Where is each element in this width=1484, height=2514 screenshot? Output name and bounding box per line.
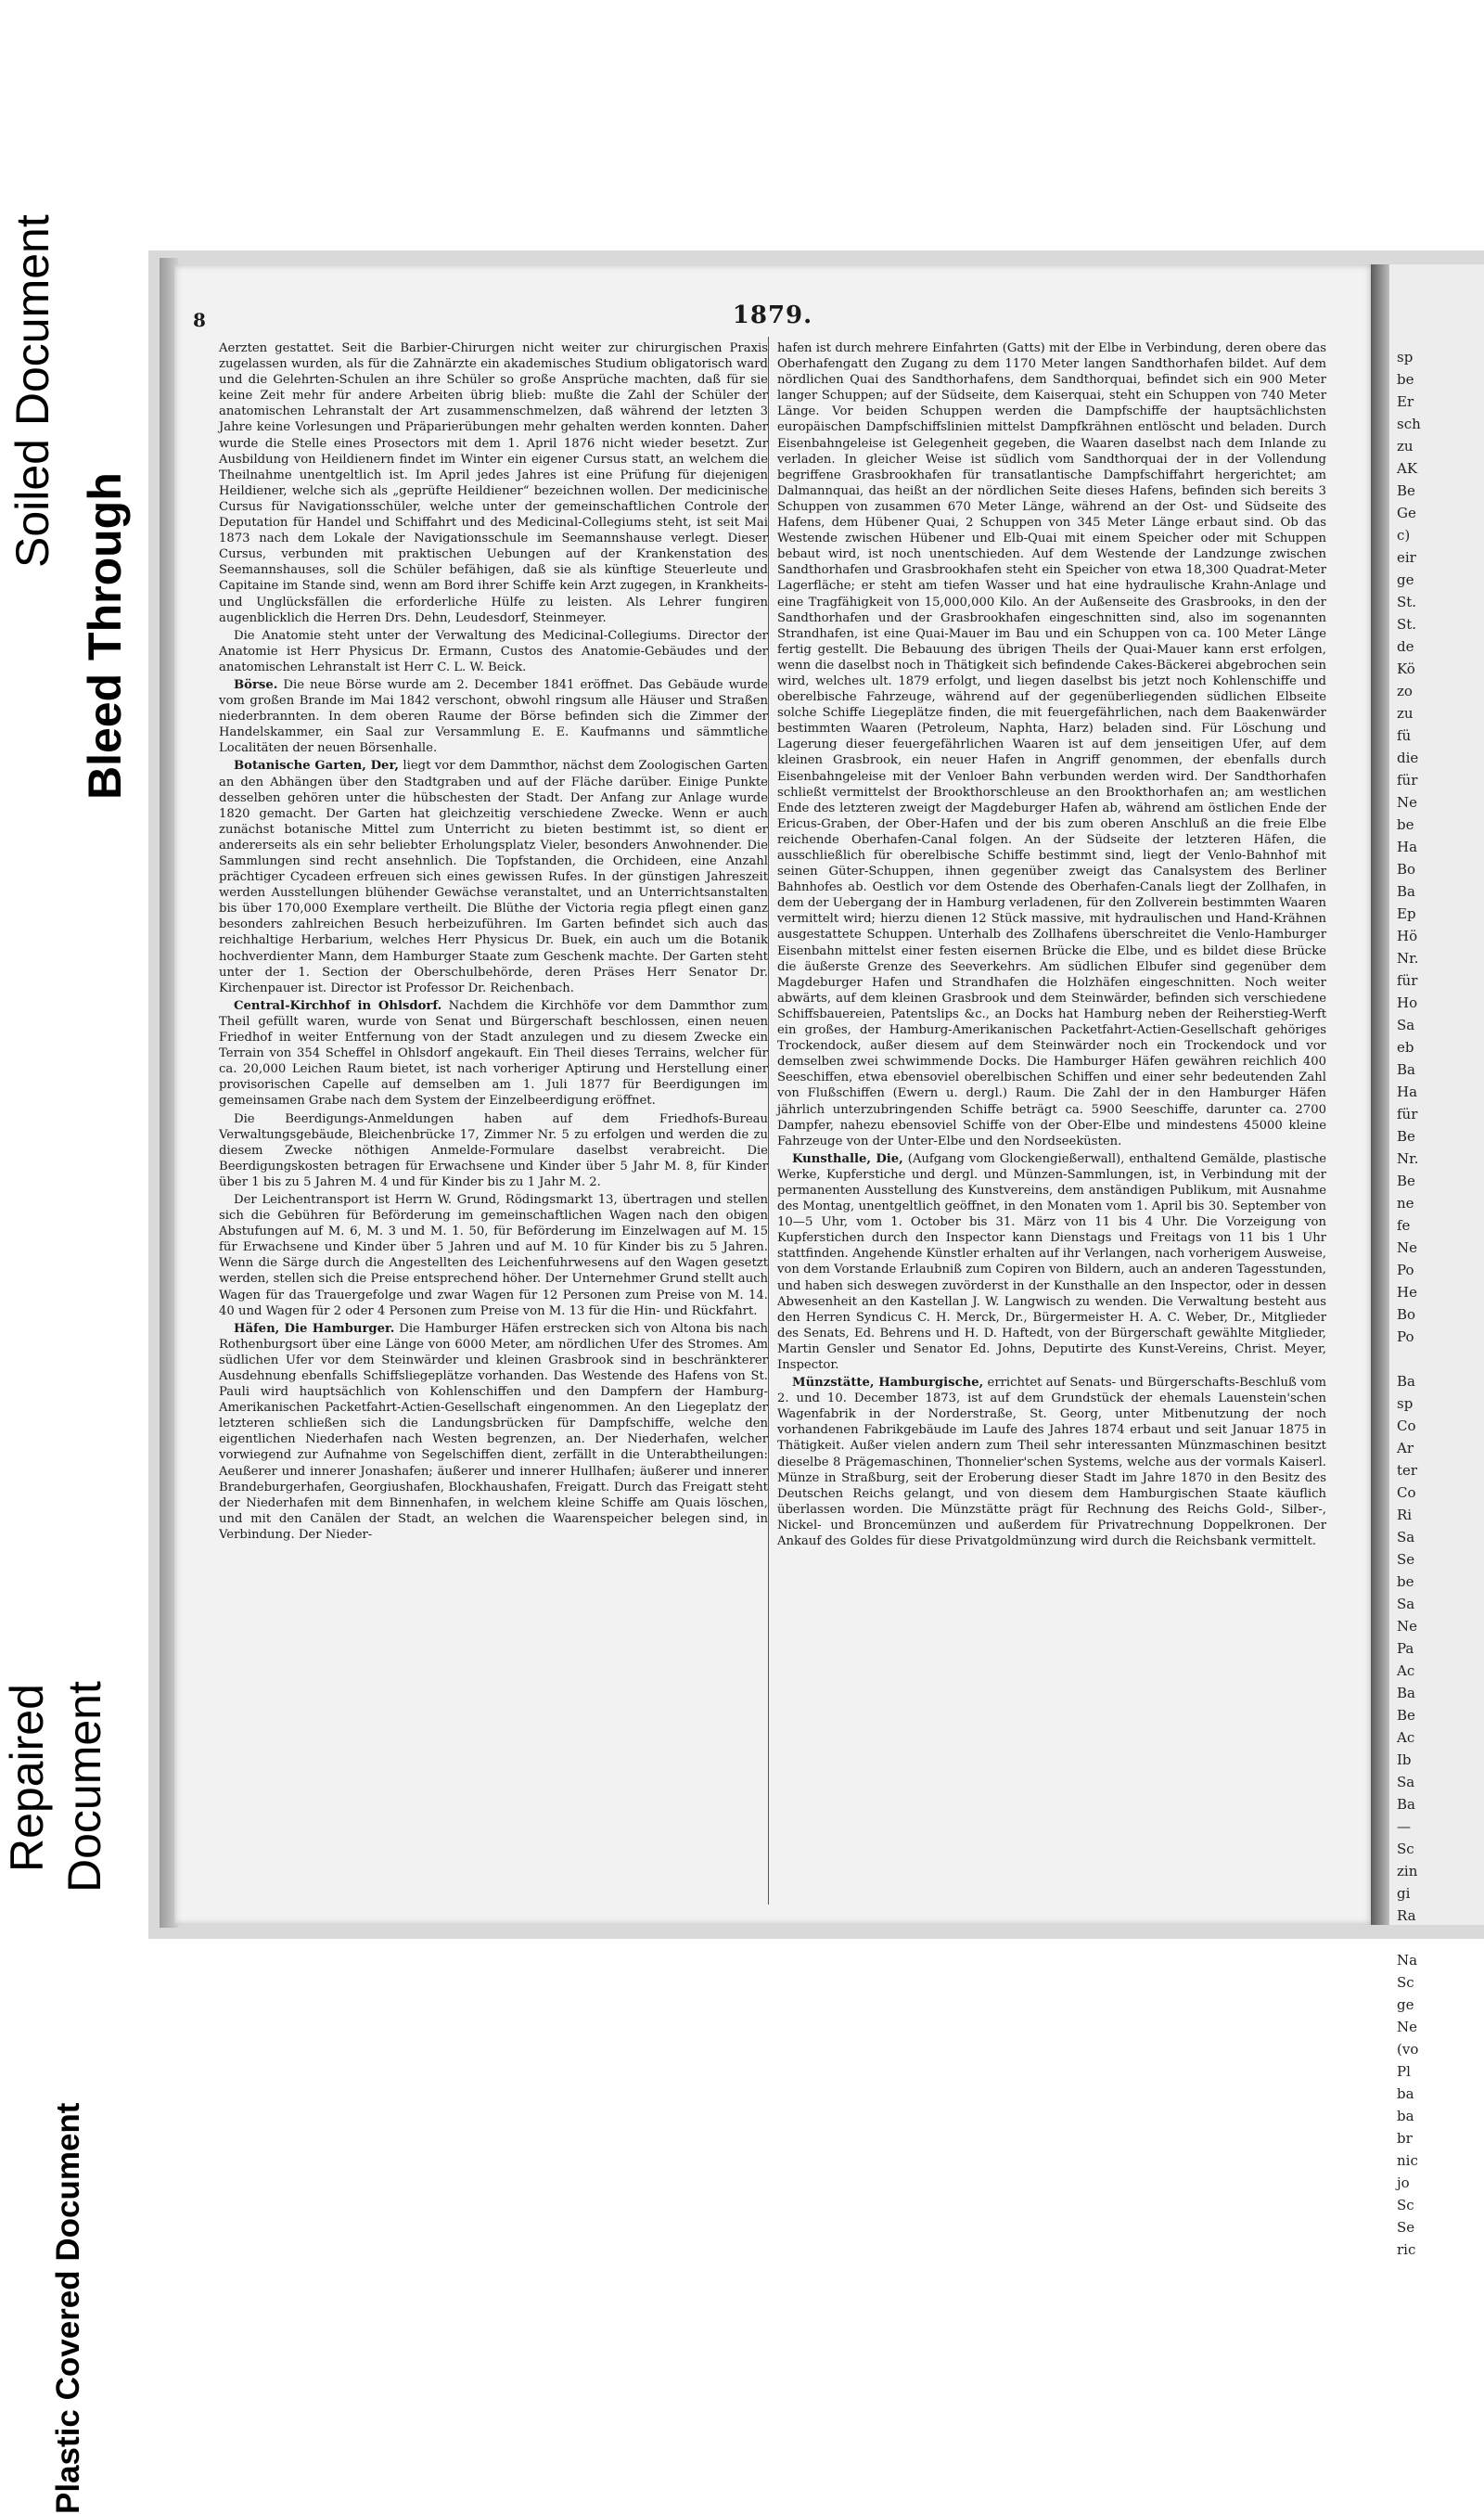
adjacent-page-line: Co [1397,1417,1416,1434]
entry-heading: Häfen, Die Hamburger. [234,1321,395,1336]
entry-body: Nachdem die Kirchhöfe vor dem Dammthor zum Theil gefüllt waren, wurde von Senat und Bürgerschaft beschlossen, einen neuen Friedhof in weiter Entfernung von der Stadt anzulegen und zu diesem Zwecke ein Terrain von 354 Scheffel in Ohlsdorf angekauft. Ein Theil dieses Terrains, welcher für ca. 20,000 Leichen Raum bietet, ist nach vorheriger Aptirung und Herstellung einer provisorischen Capelle auf demselben am 1. Juli 1877 für Beerdigungen im gemeinsamen Grabe nach dem System der Einzelbeerdigung eröffnet. [219,998,768,1109]
label-bleed-through [0,0,148,800]
adjacent-page-line: nic [1397,2152,1418,2169]
document-page [174,264,1371,1925]
text-paragraph [219,628,768,675]
adjacent-page-line: Sa [1397,1596,1415,1612]
adjacent-page-line: be [1397,371,1414,388]
adjacent-page-line: Nr. [1397,950,1419,967]
adjacent-page-line: Sa [1397,1774,1415,1790]
adjacent-page-line: Na [1397,1952,1418,1969]
adjacent-page-line: die [1397,750,1419,766]
adjacent-page-line: Nr. [1397,1150,1419,1167]
adjacent-page-line: ric [1397,2241,1416,2258]
adjacent-page-line: ba [1397,2108,1414,2124]
entry-heading: Kunsthalle, Die, [792,1151,903,1166]
adjacent-page-line: Ne [1397,1618,1418,1635]
adjacent-page-line: Sa [1397,1017,1415,1033]
entry-heading: Botanische Garten, Der, [234,759,400,774]
adjacent-page-line: Ha [1397,1084,1418,1100]
entry-heading: Börse. [234,677,278,692]
column-divider [768,337,769,1905]
adjacent-page-line: Po [1397,1262,1414,1278]
text-paragraph [219,1111,768,1190]
page-header-year: 1879. [732,301,813,329]
adjacent-page-line: Bo [1397,1306,1416,1323]
entry-body: hafen ist durch mehrere Einfahrten (Gatts) mit der Elbe in Verbindung, deren obere das Oberhafengatt den Zugang zu dem 1170 Meter langen Sandthorhafen bildet. Auf dem nördlichen Quai des Sandthorhafens, dem Sandthorquai, befindet sich ein 900 Meter langer Schuppen; auf der Südseite, dem Kaiserquai, steht ein Schuppen von 740 Meter Länge. Vor beiden Schuppen werden die Dampfschiffe der hauptsächlichsten europäischen Dampfschiffslinien mittelst Dampfkrähnen entlöscht und beladen. Durch Eisenbahngeleise ist Gelegenheit gegeben, die Waaren daselbst nach dem Inlande zu verladen. In gleicher Weise ist südlich vom Sandthorquai der in der Vollendung begriffene Grasbrookhafen für transatlantische Dampfschiffahrt hergerichtet; am Dalmannquai, das heißt an der nördlichen Seite dieses Hafens, befinden sich bereits 3 Schuppen von zusammen 670 Meter Länge, während an der Ost- und Südseite des Hafens, dem Hübener Quai, 2 Schuppen von 345 Meter Länge erbaut sind. Ob das Westende zwischen Hübener und Elb-Quai mit einem Speicher oder mit Schuppen bebaut wird, ist noch unentschieden. Auf dem Westende der Landzunge zwischen Sandthorhafen und Grasbrookhafen steht ein Speicher von etwa 18,300 Quadrat-Meter Lagerfläche; er steht am tiefen Wasser und hat eine hydraulische Krahn-Anlage und eine Tragfähigkeit von 15,000,000 Kilo. An der Außenseite des Grasbrooks, in den der Sandthorhafen und der Grasbrookhafen eingeschnitten sind, also im sogenannten Strandhafen, ist eine Quai-Mauer im Bau und ein Schuppen von ca. 100 Meter Länge fertig gestellt. Die Bebauung des übrigen Theils der Quai-Mauer kann erst erfolgen, wenn die daselbst noch in Thätigkeit sich befindende Cakes-Bäckerei abgebrochen sein wird, welches ult. 1879 erfolgt, und liegen daselbst bis jetzt noch Kohlenschiffe und oberelbische Fahrzeuge, während auf der gegenüberliegenden südlichen Elbseite solche Schiffe Liegeplätze finden, die mit feuergefährlichen, nach dem Baakenwärder bestimmten Waaren (Petroleum, Naphta, Harz) beladen sind. Für Löschung und Lagerung dieser feuergefährlichen Waaren ist auf dem jenseitigen Ufer, auf dem kleinen Grasbrook, ein neuer Hafen in Angriff genommen, der ebenfalls durch Eisenbahngeleise mit der Venloer Bahn verbunden werden wird. Der Sandthorhafen schließt vermittelst der Brookthorschleuse an den Brookthorhafen an; am westlichen Ende des letzteren zweigt der Magdeburger Hafen ab, während am östlichen Ende der Ericus-Graben, der Ober-Hafen und der bis zum oberen Anschluß an die freie Elbe reichende Oberhafen-Canal folgen. An der Südseite der letzteren Häfen, die ausschließlich für oberelbische Schiffe bestimmt sind, liegt der Venlo-Bahnhof mit seinen Güter-Schuppen, ihnen gegenüber zweigt das Canalsystem des Berliner Bahnhofes ab. Oestlich vor dem Ostende des Oberhafen-Canals liegt der Zollhafen, in dem der Uebergang der in Hamburg verladenen, für den Zollverein bestimmten Waaren vermittelt wird; hierzu dienen 12 Stück massive, mit hydraulischen und Hand-Krähnen ausgestattete Schuppen. Unterhalb des Zollhafens überschreitet die Venlo-Hamburger Eisenbahn mittelst einer festen eisernen Brücke die Elbe, und es bildet diese Brücke die äußerste Grenze des Seeverkehrs. Am südlichen Elbufer sind gegenüber dem Magdeburger Hafen und Strandhafen die Holzhäfen eingeschnitten. Noch weiter abwärts, auf dem kleinen Grasbrook und dem Steinwärder, befinden sich verschiedene Schiffsbauereien, Patentslips &c., an Docks hat Hamburg neben der Reiherstieg-Werft ein großes, der Hamburg-Amerikanischen Packetfahrt-Actien-Gesellschaft gehöriges Trockendock, außer diesem auf dem Steinwärder noch ein Trockendock und vor demselben zwei schwimmende Docks. Die Hamburger Häfen gewähren reichlich 400 Seeschiffen, etwa ebensoviel oberelbischen Schiffen und einer sehr bedeutenden Zahl von Flußschiffen (Ewern u. dergl.) Raum. Die Zahl der in den Hamburger Häfen jährlich unterzubringenden Schiffe beträgt ca. 5900 Seeschiffe, darunter ca. 2700 Dampfer, nahezu ebensoviel Schiffe von der Ober-Elbe und mindestens 45000 kleine Fahrzeuge von der Unter-Elbe und den Nordseeküsten. [777,341,1326,1148]
adjacent-page-line: sch [1397,416,1421,432]
adjacent-page-line: Sc [1397,2197,1414,2213]
label-plastic-covered-document-text: Plastic Covered Document [50,2102,86,2514]
right-column [777,340,1326,1549]
entry-heading: Münzstätte, Hamburgische, [792,1376,984,1391]
adjacent-page-line: Ep [1397,905,1416,922]
text-paragraph [777,1151,1326,1373]
entry-body: Die Anatomie steht unter der Verwaltung des Medicinal-Collegiums. Director der Anatomie ist Herr Physicus Dr. Ermann, Custos des Anatomie-Gebäudes und der anatomischen Lehranstalt ist Herr C. L. W. Beick. [219,628,768,674]
entry-body: Die Hamburger Häfen erstrecken sich von Altona bis nach Rothenburgsort über eine Länge von 6000 Meter, am nördlichen Ufer des Stromes. Am südlichen Ufer vor dem Steinwärder und kleinen Grasbrook sind in beschränkterer Ausdehnung ebenfalls Schiffsliegeplätze vorhanden. Das Westende des Hafens von St. Pauli wird hauptsächlich von Kohlenschiffen und den Dampfern der Hamburg-Amerikanischen Packetfahrt-Actien-Gesellschaft eingenommen. An den Liegeplatz der letzteren schließen sich die Landungsbrücken für Dampfschiffe, welche den eigentlichen Niederhafen nach Westen begrenzen, an. Der Niederhafen, welcher vorwiegend zur Aufnahme von Segelschiffen dient, zerfällt in die Unterabtheilungen: Aeußerer und innerer Jonashafen; äußerer und innerer Hullhafen; äußerer und innerer Brandeburgerhafen, Georgiushafen, Blockhaushafen, Freigatt. Durch das Freigatt steht der Niederhafen mit dem Binnenhafen, in welchem kleine Schiffe am Quais löschen, und mit den Canälen der Stadt, an welchen die Waarenspeicher belegen sind, in Verbindung. Der Nieder- [219,1321,769,1542]
entry-body: Der Leichentransport ist Herrn W. Grund, Rödingsmarkt 13, übertragen und stellen sich die Gebühren für Beförderung im gemeinschaftlichen Wagen nach den obigen Abstufungen auf M. 6, M. 3 und M. 1. 50, für Beförderung im Einzelwagen auf M. 15 für Erwachsene und Kinder über 5 Jahren und auf M. 10 für Kinder bis zu 5 Jahren. Wenn die Särge durch die Angestellten des Leichenfuhrwesens auf den Wagen gesetzt werden, stellen sich die Preise entsprechend höher. Der Unternehmer Grund stellt auch Wagen für das Trauergefolge und zwar Wagen für 12 Personen zum Preise von M. 14. 40 und Wagen für 2 oder 4 Personen zum Preise von M. 13 für die Hin- und Rückfahrt. [219,1192,768,1318]
adjacent-page-line: sp [1397,349,1414,366]
adjacent-page-line: für [1397,1106,1418,1122]
adjacent-page-fragment [1389,264,1484,2258]
entry-body: errichtet auf Senats- und Bürgerschafts-Beschluß vom 2. und 10. December 1873, ist auf dem Grundstück der ehemals Lauenstein'schen Wagenfabrik in der Norderstraße, St. Georg, unter Mitbenutzung der noch vorhandenen Fabrikgebäude im Laufe des Jahres 1874 erbaut und seit Januar 1875 in Thätigkeit. Außer vielen andern zum Theil sehr interessanten Münzmaschinen besitzt dieselbe 8 Prägemaschinen, Thonnelier'schen Systems, welche aus der vormals Kaiserl. Münze in Straßburg, seit der Eroberung dieser Stadt im Jahre 1870 in den Besitz des Deutschen Reichs gelangt, und von diesem dem Hamburgischen Staate käuflich überlassen worden. Die Münzstätte prägt für Rechnung des Reichs Gold-, Silber-, Nickel- und Broncemünzen und außerdem für Privatrechnung Doppelkronen. Der Ankauf des Goldes für diese Privatgoldmünzung wird durch die Reichsbank vermittelt. [777,1376,1326,1549]
adjacent-page-line: Co [1397,1484,1416,1501]
adjacent-page-line: He [1397,1284,1417,1301]
adjacent-page-line: Be [1397,1707,1415,1724]
adjacent-page-line [1389,1927,1484,1949]
entry-body: Die Beerdigungs-Anmeldungen haben auf dem Friedhofs-Bureau Verwaltungsgebäude, Bleichenbrücke 17, Zimmer Nr. 5 zu erfolgen und werden die zu diesem Zwecke nöthigen Anmelde-Formulare daselbst verabreicht. Die Beerdigungskosten betragen für Erwachsene und Kinder über 5 Jahr M. 8, für Kinder über 1 bis zu 5 Jahren M. 4 und für Kinder bis zu 1 Jahr M. 2. [219,1111,768,1189]
label-bleed-through-text: Bleed Through [79,472,131,800]
adjacent-page-line: be [1397,816,1414,833]
adjacent-page-line: Pl [1397,2063,1411,2080]
adjacent-page-line: Er [1397,393,1414,410]
adjacent-page-line: fü [1397,727,1412,744]
adjacent-page-line: Be [1397,482,1415,499]
adjacent-page-line: gi [1397,1885,1411,1902]
adjacent-page-line: Ne [1397,2019,1418,2035]
entry-body: Aerzten gestattet. Seit die Barbier-Chirurgen nicht weiter zur chirurgischen Praxis zugelassen wurden, als für die Zahnärzte ein akademisches Studium obligatorisch ward und die Gelehrten-Schulen an ihre Schüler so große Ansprüche machten, daß für sie keine Zeit mehr für andere Arbeiten übrig blieb: mußte die Zahl der Schüler der anatomischen Lehranstalt der Art zusammenschmelzen, daß während der letzten 3 Jahre keine Vorlesungen und Präparierübungen mehr gehalten werden konnten. Daher wurde die Stelle eines Prosectors mit dem 1. April 1876 nicht wieder besetzt. Zur Ausbildung von Heildienern findet im Winter ein eigener Cursus statt, an welchem die Theilnahme unentgeltlich ist. Im April jedes Jahres ist eine Prüfung für diejenigen Heildiener, welche sich als „geprüfte Heildiener“ bezeichnen wollen. Der medicinische Cursus für Navigationsschüler, welche unter der gemeinschaftlichen Controle der Deputation für Handel und Schiffahrt und des Medicinal-Collegiums steht, ist seit Mai 1873 nach dem Lokale der Navigationsschule im Seemannshause verlegt. Dieser Cursus, verbunden mit praktischen Uebungen auf der Krankenstation des Seemannshauses, soll die Schüler befähigen, daß sie als künftige Steuerleute und Capitaine im Stande sind, wenn am Bord ihrer Schiffe kein Arzt zugegen, in Krankheits- und Unglücksfällen die erforderliche Hülfe zu leisten. Als Lehrer fungiren augenblicklich die Herren Drs. Dehn, Leudesdorf, Steinmeyer. [219,341,768,625]
label-soiled-document-text: Soiled Document [6,214,58,568]
entry-body: (Aufgang vom Glockengießerwall), enthaltend Gemälde, plastische Werke, Kupferstiche und dergl. und Münzen-Sammlungen, ist, in Verbindung mit der permanenten Ausstellung des Kunstvereins, dem anständigen Publikum, mit Ausnahme des Montag, unentgeltlich geöffnet, in den Monaten vom 1. April bis 30. September von 10—5 Uhr, vom 1. October bis 31. März von 11 bis 4 Uhr. Die Vorzeigung von Kupferstichen durch den Inspector kann Dienstags und Freitags von 11 bis 1 Uhr stattfinden. Angehende Künstler erhalten auf ihr Verlangen, nach vorherigem Ausweise, von dem Vorstande Erlaubniß zum Copiren von Bildern, auch an anderen Tagesstunden, und haben sich deswegen zuvörderst in der Kunsthalle an den Inspector, oder in dessen Abwesenheit an den Kastellan J. W. Langwisch zu wenden. Die Verwaltung besteht aus den Herren Syndicus C. H. Merck, Dr., Bürgermeister H. A. C. Weber, Dr., Mitglieder des Senats, Ed. Behrens und H. D. Haftedt, von der Bürgerschaft gewählte Mitglieder, Martin Gensler und Senator Ed. Johns, Deputirte des Kunst-Vereins, Christ. Meyer, Inspector. [777,1151,1327,1372]
adjacent-page-line: — [1397,1818,1411,1835]
text-paragraph [777,340,1326,1149]
adjacent-page-line: ter [1397,1462,1418,1479]
adjacent-page-line: Ba [1397,1061,1415,1078]
adjacent-page-line: Ge [1397,505,1416,521]
adjacent-page-line: für [1397,972,1418,989]
adjacent-page-line: ba [1397,2085,1414,2102]
text-paragraph [219,758,768,995]
adjacent-page-line: Ba [1397,1796,1415,1813]
adjacent-page-line: Be [1397,1173,1415,1189]
label-repaired-text: Repaired [1,1684,53,1872]
adjacent-page-line: eb [1397,1039,1414,1056]
adjacent-page-line: Se [1397,1551,1415,1568]
adjacent-page-line: Ib [1397,1751,1412,1768]
adjacent-page-line: Ri [1397,1507,1413,1523]
adjacent-page-line: Se [1397,2219,1415,2236]
adjacent-page-line: Ac [1397,1729,1415,1746]
adjacent-page-line: Ar [1397,1440,1414,1456]
adjacent-page-line: sp [1397,1395,1414,1412]
adjacent-page-line: ne [1397,1195,1414,1212]
adjacent-page-line: Hö [1397,928,1418,944]
adjacent-page-line: (vo [1397,2041,1419,2058]
adjacent-page-line: Ra [1397,1907,1416,1924]
adjacent-page-line: Be [1397,1128,1415,1145]
text-paragraph [219,998,768,1109]
adjacent-page-line: für [1397,772,1418,789]
entry-heading: Central-Kirchhof in Ohlsdorf. [234,998,442,1013]
adjacent-page-line: Po [1397,1328,1414,1345]
adjacent-page-line: St. [1397,594,1417,610]
label-document-text: Document [58,1681,110,1892]
adjacent-page-line: Sc [1397,1841,1414,1857]
text-paragraph [219,340,768,626]
adjacent-page-line: ge [1397,1996,1414,2013]
text-paragraph [777,1375,1326,1549]
adjacent-page-line: Ba [1397,1373,1415,1390]
adjacent-page-line: Ne [1397,794,1418,811]
adjacent-page-line: Pa [1397,1640,1414,1657]
text-paragraph [219,1321,768,1543]
adjacent-page-line: AK [1397,460,1418,477]
adjacent-page-line: Ho [1397,994,1418,1011]
adjacent-page-line: Sa [1397,1529,1415,1546]
page-number: 8 [193,309,206,331]
adjacent-page-line: Sc [1397,1974,1414,1991]
adjacent-page-line: fe [1397,1217,1411,1234]
adjacent-page-line [1389,1348,1484,1370]
adjacent-page-line: zu [1397,438,1414,455]
adjacent-page-line: Bo [1397,861,1416,878]
adjacent-page-line: St. [1397,616,1417,633]
adjacent-page-line: Kö [1397,661,1415,677]
entry-body: Die neue Börse wurde am 2. December 1841 eröffnet. Das Gebäude wurde vom großen Brande im Mai 1842 verschont, obwohl ringsum alle Häuser und Straßen niederbrannten. In dem oberen Raume der Börse befinden sich die Zimmer der Handelskammer, ein Saal zur Versammlung E. E. Kaufmanns und sämmtliche Localitäten der neuen Börsenhalle. [219,677,768,756]
adjacent-page-line: br [1397,2130,1413,2147]
adjacent-page-line: c) [1397,527,1411,544]
adjacent-page-line: zin [1397,1863,1418,1879]
book-gutter [1371,264,1389,1925]
adjacent-page-line: zo [1397,683,1413,699]
adjacent-page-line: de [1397,638,1414,655]
adjacent-page-line: be [1397,1573,1414,1590]
adjacent-page-line: ge [1397,571,1414,588]
text-paragraph [219,677,768,756]
adjacent-page-line: Ac [1397,1662,1415,1679]
adjacent-page-line: eir [1397,549,1416,566]
adjacent-page-line: Ne [1397,1239,1418,1256]
adjacent-page-line: Ba [1397,883,1415,900]
adjacent-page-line: Ba [1397,1685,1415,1701]
entry-body: liegt vor dem Dammthor, nächst dem Zoologischen Garten an den Abhängen über den Stadtgraben und auf der Fläche darüber. Einige Punkte desselben gehören unter die hübschesten der Stadt. Der Anfang zur Anlage wurde 1820 gemacht. Der Garten hat gleichzeitig verschiedene Zwecke. Wenn er auch zunächst botanische Mittel zum Unterricht zu bieten bestimmt ist, so dient er andererseits als ein sehr beliebter Erholungsplatz Vieler, besonders Anwohnender. Die Sammlungen sind recht ansehnlich. Die Topfstanden, die Orchideen, eine Anzahl prächtiger Cycadeen erfreuen sich eines gewissen Rufes. In der günstigen Jahreszeit werden Ausstellungen blühender Gewächse veranstaltet, und an Unterrichtsanstalten bis über 170,000 Exemplare vertheilt. Die Blüthe der Victoria regia pflegt einen ganz besonders zahlreichen Besuch herbeizuführen. Im Garten befindet sich auch das reichhaltige Herbarium, welches Herr Physicus Dr. Buek, ein auch um die Botanik hochverdienter Mann, dem Hamburger Staate zum Geschenk machte. Der Garten steht unter der 1. Section der Oberschulbehörde, deren Präses Herr Senator Dr. Kirchenpauer ist. Director ist Professor Dr. Reichenbach. [219,759,768,995]
left-column [219,340,768,1543]
text-paragraph [219,1192,768,1319]
adjacent-page-line: zu [1397,705,1414,722]
adjacent-page-line: jo [1397,2174,1410,2191]
adjacent-page-line: Ha [1397,839,1418,855]
